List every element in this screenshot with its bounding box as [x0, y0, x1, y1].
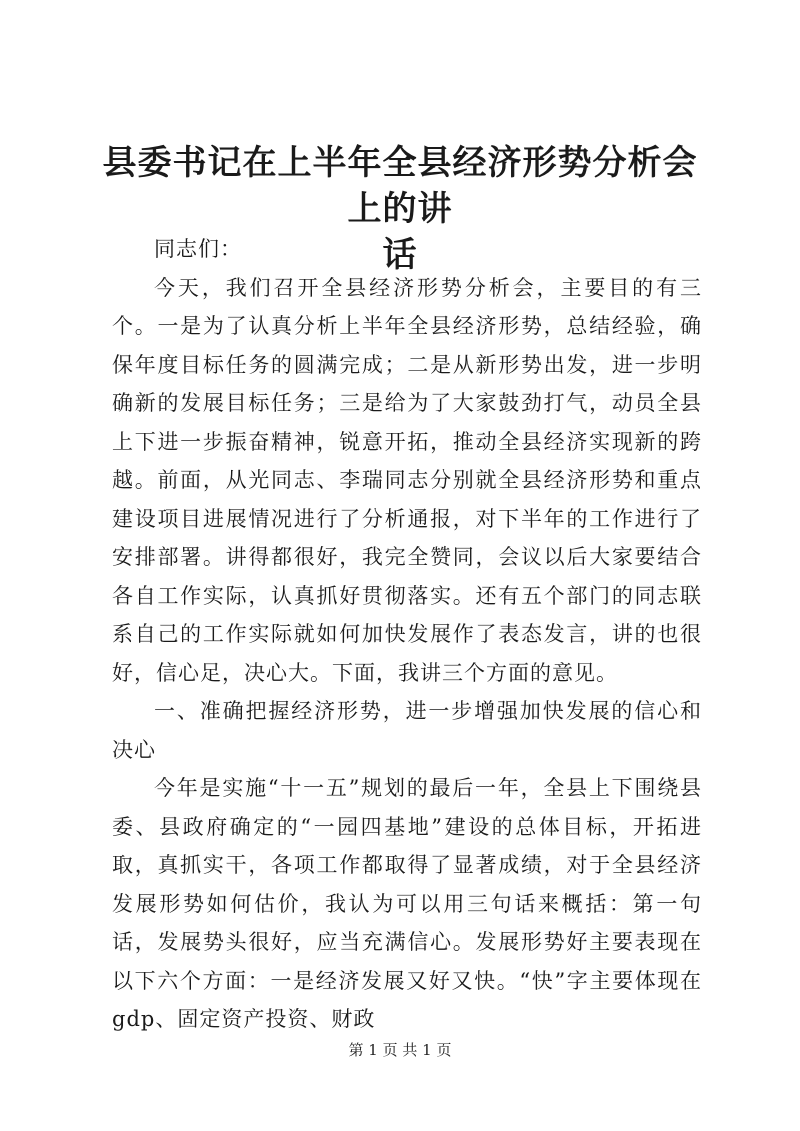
section-heading: 一、准确把握经济形势，进一步增强加快发展的信心和决心	[112, 699, 702, 762]
title-line-2: 话	[382, 235, 418, 275]
document-body	[112, 230, 702, 1039]
intro-paragraph: 今天，我们召开全县经济形势分析会，主要目的有三个。一是为了认真分析上半年全县经济形势，总结经验，确保年度目标任务的圆满完成；二是从新形势出发，进一步明确新的发展目标任务；三是给为了大家鼓劲打气，动员全县上下进一步振奋精神，锐意开拓，推动全县经济实现新的跨越。前面，从光同志、李瑞同志分别就全县经济形势和重点建设项目进展情况进行了分析通报，对下半年的工作进行了安排部署。讲得都很好，我完全赞同，会议以后大家要结合各自工作实际，认真抓好贯彻落实。还有五个部门的同志联系自己的工作实际就如何加快发展作了表态发言，讲的也很好，信心足，决心大。下面，我讲三个方面的意见。	[112, 275, 702, 685]
title-line-1: 县委书记在上半年全县经济形势分析会上的讲	[102, 143, 698, 229]
body-paragraph: 今年是实施“十一五”规划的最后一年，全县上下围绕县委、县政府确定的“一园四基地”建设的总体目标，开拓进取，真抓实干，各项工作都取得了显著成绩，对于全县经济发展形势如何估价，我认为可以用三句话来概括：第一句话，发展势头很好，应当充满信心。发展形势好主要表现在以下六个方面：一是经济发展又好又快。“快”字主要体现在gdp、固定资产投资、财政	[112, 776, 702, 1031]
salutation-paragraph: 同志们：	[154, 237, 242, 261]
page-footer: 第 1 页 共 1 页	[348, 1041, 452, 1059]
